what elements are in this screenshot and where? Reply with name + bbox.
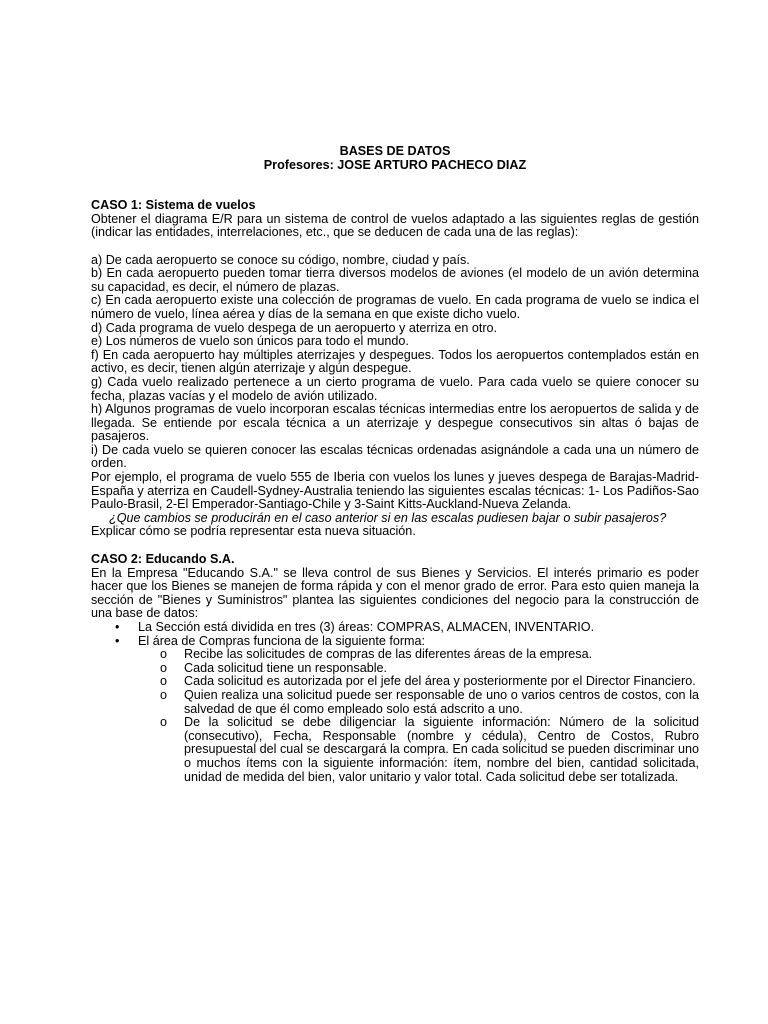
sub-item-text: Recibe las solicitudes de compras de las diferentes áreas de la empresa. — [184, 647, 593, 662]
case1-title: CASO 1: Sistema de vuelos — [91, 198, 256, 213]
document-page — [91, 145, 699, 784]
case1-example: Por ejemplo, el programa de vuelo 555 de Iberia con vuelos los lunes y jueves despega de Barajas-Madrid-España y aterriza en Caudell-Sydney-Australia teniendo las siguientes escalas técnicas: 1- Los Padiños-Sao Paulo-Brasil, 2-El Emperador-Santiago-Chile y 3-Saint Kitts-Auckland-Nueva Zelanda. — [91, 470, 699, 512]
case2-intro: En la Empresa "Educando S.A." se lleva control de sus Bienes y Servicios. El interés primario es poder hacer que los Bienes se manejen de forma rápida y con el menor grado de error. Para esto quien maneja la sección de "Bienes y Suministros" plantea las siguientes condiciones del negocio para la construcción de una base de datos: — [91, 565, 699, 621]
sub-item-text: De la solicitud se debe diligenciar la siguiente información: Número de la solicitud (consecutivo), Fecha, Responsable (nombre y cédula), Centro de Costos, Rubro presupuestal del cual se descargará la compra. En cada solicitud se pueden discriminar uno o muchos ítems con la siguiente información: ítem, nombre del bien, cantidad solicitada, unidad de medida del bien, valor unitario y valor total. Cada solicitud debe ser totalizada. — [184, 715, 699, 784]
case1-rule-a: a) De cada aeropuerto se conoce su código, nombre, ciudad y país. — [91, 252, 470, 267]
list-item — [91, 662, 699, 676]
list-item — [91, 675, 699, 689]
case2-sub-list — [91, 648, 699, 784]
case2-title: CASO 2: Educando S.A. — [91, 552, 235, 567]
sub-item-text: Quien realiza una solicitud puede ser responsable de uno o varios centros de costos, con la salvedad de que él como empleado solo está adscrito a uno. — [184, 687, 699, 716]
case1-rule-i: i) De cada vuelo se quieren conocer las escalas técnicas ordenadas asignándole a cada una un número de orden. — [91, 442, 699, 471]
case1-rule-h: h) Algunos programas de vuelo incorporan escalas técnicas intermedias entre los aeropuertos de salida y de llegada. Se entiende por escala técnica a un aterrizaje y despegue consecutivos sin altas ó bajas de pasajeros. — [91, 402, 699, 444]
case1-question: ¿Que cambios se producirán en el caso anterior si en las escalas pudiesen bajar o subir pasajeros? — [109, 510, 667, 525]
case1-rule-b: b) En cada aeropuerto pueden tomar tierra diversos modelos de aviones (el modelo de un avión determina su capacidad, es decir, el número de plazas. — [91, 266, 699, 294]
list-item — [91, 648, 699, 662]
bullet-icon: • — [115, 633, 120, 648]
circle-bullet-icon: o — [160, 674, 168, 689]
case1-explain: Explicar cómo se podría representar esta nueva situación. — [91, 524, 416, 539]
document-title: BASES DE DATOS — [339, 144, 451, 158]
case1-rule-e: e) Los números de vuelo son únicos para todo el mundo. — [91, 334, 409, 349]
circle-bullet-icon: o — [160, 647, 168, 662]
case1-rule-c: c) En cada aeropuerto existe una colección de programas de vuelo. En cada programa de vuelo se indica el número de vuelo, línea aérea y días de la semana en que existe dicho vuelo. — [91, 293, 699, 321]
bullet-text: El área de Compras funciona de la siguiente forma: — [138, 633, 426, 648]
circle-bullet-icon: o — [160, 715, 168, 730]
case1-rule-f: f) En cada aeropuerto hay múltiples aterrizajes y despegues. Todos los aeropuertos contemplados están en activo, es decir, tienen algún aterrizaje y algún despegue. — [91, 347, 699, 376]
list-item — [91, 716, 699, 784]
list-item — [91, 689, 699, 716]
bullet-text: La Sección está dividida en tres (3) áreas: COMPRAS, ALMACEN, INVENTARIO. — [138, 620, 595, 634]
case1-rule-g: g) Cada vuelo realizado pertenece a un cierto programa de vuelo. Para cada vuelo se quiere conocer su fecha, plazas vacías y el modelo de avión utilizado. — [91, 374, 699, 403]
spacer — [91, 240, 699, 254]
case1-intro: Obtener el diagrama E/R para un sistema de control de vuelos adaptado a las siguientes reglas de gestión (indicar las entidades, interrelaciones, etc., que se deducen de cada una de las reglas): — [91, 211, 699, 240]
bullet-icon: • — [115, 620, 120, 634]
case1-rule-d: d) Cada programa de vuelo despega de un aeropuerto y aterriza en otro. — [91, 320, 498, 335]
circle-bullet-icon: o — [160, 687, 168, 702]
case2-bullet-list — [91, 621, 699, 648]
sub-item-text: Cada solicitud es autorizada por el jefe del área y posteriormente por el Director Financiero. — [184, 674, 696, 689]
list-item — [91, 621, 699, 635]
sub-item-text: Cada solicitud tiene un responsable. — [184, 660, 388, 675]
circle-bullet-icon: o — [160, 660, 168, 675]
list-item — [91, 635, 699, 649]
professors-line: Profesores: JOSE ARTURO PACHECO DIAZ — [263, 157, 527, 172]
